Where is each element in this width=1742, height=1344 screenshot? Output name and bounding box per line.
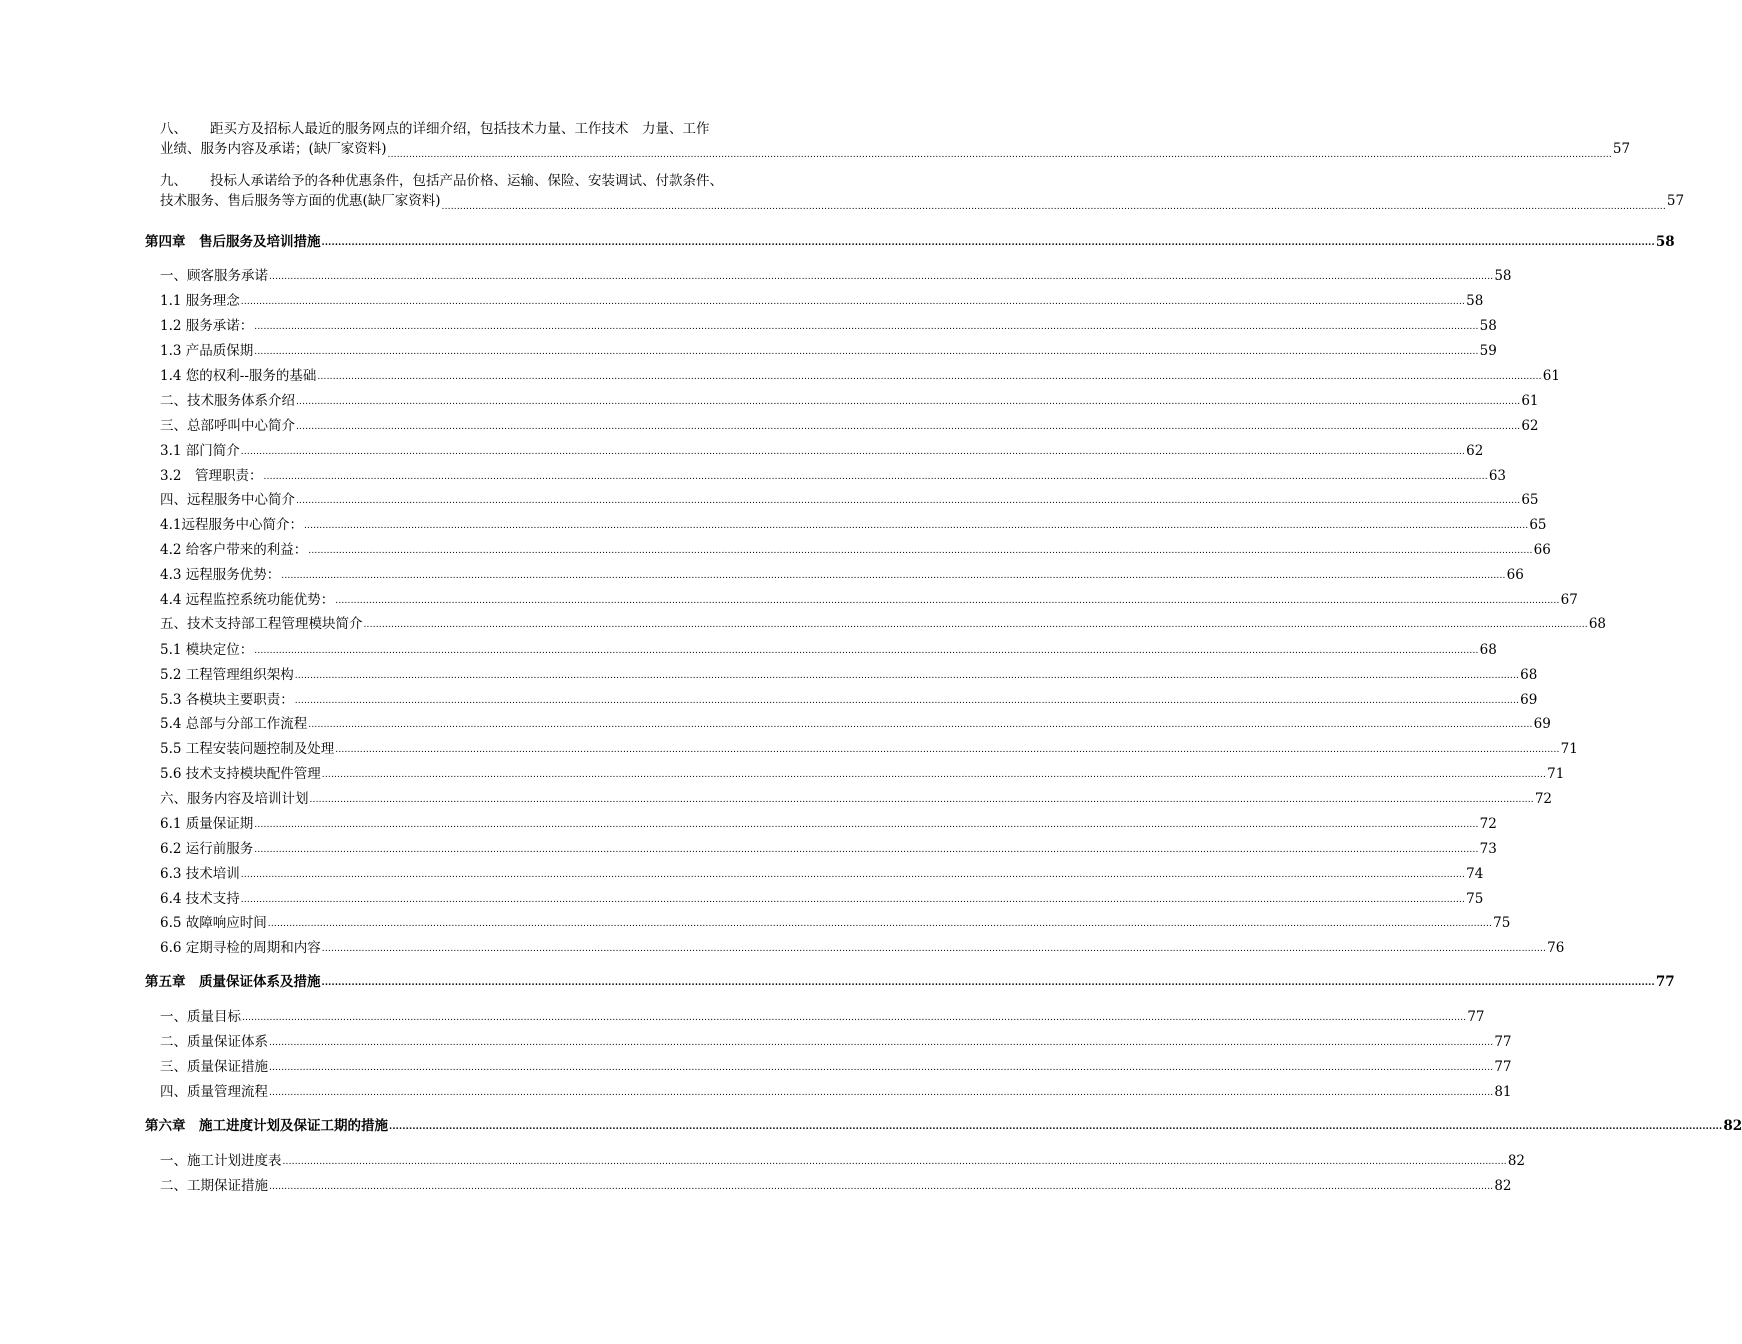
toc-entry-title-line2-row — [160, 193, 1685, 214]
toc-entry-title: 1.4 您的权利--服务的基础 — [160, 368, 317, 384]
toc-entry-page: 71 — [1560, 741, 1578, 757]
toc-entry-title: 三、质量保证措施 — [160, 1059, 268, 1075]
toc-entry-title: 三、总部呼叫中心简介 — [160, 418, 295, 434]
toc-entry[interactable] — [160, 612, 1607, 632]
toc-entry[interactable] — [160, 712, 1551, 732]
toc-entry-page: 81 — [1494, 1084, 1512, 1100]
toc-entry[interactable] — [160, 911, 1511, 931]
toc-entry-title: 6.4 技术支持 — [160, 891, 240, 907]
toc-entry-title-line2-row — [160, 141, 1631, 162]
toc-entry[interactable] — [160, 1005, 1485, 1025]
toc-entry-page: 62 — [1521, 418, 1539, 434]
toc-entry-title: 二、技术服务体系介绍 — [160, 393, 295, 409]
toc-entry-title: 第五章 质量保证体系及措施 — [145, 974, 321, 990]
toc-entry[interactable] — [160, 439, 1484, 459]
toc-entry-title: 四、质量管理流程 — [160, 1084, 268, 1100]
toc-leader-dots: ................................................................................................................................................................................................................................................................................................................................................................................................................ — [309, 795, 1534, 805]
toc-entry-page: 63 — [1488, 468, 1507, 484]
toc-entry[interactable] — [160, 862, 1484, 882]
toc-leader-dots: ................................................................................................................................................................................................................................................................................................................................................................................................................ — [387, 150, 1612, 160]
toc-entry-title-line2: 技术服务、售后服务等方面的优惠(缺厂家资料) — [160, 193, 441, 209]
toc-entry-title: 3.2 管理职责： — [160, 468, 263, 484]
toc-leader-dots: ................................................................................................................................................................................................................................................................................................................................................................................................................ — [254, 845, 1479, 855]
toc-entry-page: 72 — [1534, 791, 1553, 807]
toc-leader-dots: ................................................................................................................................................................................................................................................................................................................................................................................................................ — [267, 919, 1493, 929]
toc-leader-dots: ................................................................................................................................................................................................................................................................................................................................................................................................................ — [282, 1157, 1507, 1167]
toc-leader-dots: ................................................................................................................................................................................................................................................................................................................................................................................................................ — [254, 646, 1479, 656]
toc-entry-title: 3.1 部门简介 — [160, 443, 240, 459]
toc-entry-title: 1.1 服务理念 — [160, 293, 240, 309]
toc-entry-page: 58 — [1479, 318, 1497, 334]
toc-entry[interactable] — [160, 787, 1553, 807]
toc-entry-title: 二、工期保证措施 — [160, 1178, 268, 1194]
toc-entry-title: 4.4 远程监控系统功能优势： — [160, 592, 335, 608]
toc-entry-title-line1: 距买方及招标人最近的服务网点的详细介绍，包括技术力量、工作技术 力量、工作 — [210, 121, 710, 137]
toc-leader-dots: ................................................................................................................................................................................................................................................................................................................................................................................................................ — [240, 895, 1466, 905]
toc-entry-page: 72 — [1479, 816, 1497, 832]
toc-entry-title: 五、技术支持部工程管理模块简介 — [160, 616, 363, 632]
toc-entry[interactable] — [160, 414, 1539, 434]
toc-entry-title: 二、质量保证体系 — [160, 1034, 268, 1050]
toc-entry-page: 77 — [1494, 1059, 1512, 1075]
toc-chapter-entry[interactable] — [145, 1114, 1742, 1134]
toc-entry-page: 67 — [1560, 592, 1578, 608]
toc-entry-page: 74 — [1466, 866, 1484, 882]
toc-entry[interactable] — [160, 464, 1507, 484]
toc-leader-dots: ................................................................................................................................................................................................................................................................................................................................................................................................................ — [281, 571, 1506, 581]
toc-entry[interactable] — [160, 389, 1539, 409]
toc-leader-dots: ................................................................................................................................................................................................................................................................................................................................................................................................................ — [296, 422, 1521, 432]
toc-entry-title: 第四章 售后服务及培训措施 — [145, 234, 321, 250]
toc-entry[interactable] — [160, 314, 1497, 334]
toc-leader-dots: ................................................................................................................................................................................................................................................................................................................................................................................................................ — [254, 820, 1479, 830]
toc-entry[interactable] — [160, 837, 1497, 857]
toc-leader-dots: ................................................................................................................................................................................................................................................................................................................................................................................................................ — [441, 202, 1666, 212]
toc-entry-page: 62 — [1466, 443, 1484, 459]
toc-entry[interactable] — [160, 1080, 1512, 1100]
toc-entry-page: 58 — [1466, 293, 1484, 309]
toc-entry-page: 68 — [1520, 667, 1538, 683]
toc-entry[interactable] — [160, 1174, 1512, 1194]
toc-leader-dots: ................................................................................................................................................................................................................................................................................................................................................................................................................ — [363, 620, 1588, 630]
toc-leader-dots: ................................................................................................................................................................................................................................................................................................................................................................................................................ — [240, 447, 1466, 457]
toc-entry-title: 1.2 服务承诺： — [160, 318, 254, 334]
toc-entry-page: 58 — [1655, 234, 1675, 250]
toc-entry-page: 73 — [1479, 841, 1497, 857]
toc-entry-title: 一、施工计划进度表 — [160, 1153, 282, 1169]
toc-leader-dots: ................................................................................................................................................................................................................................................................................................................................................................................................................ — [321, 238, 1655, 248]
toc-entry-page: 82 — [1507, 1153, 1526, 1169]
toc-entry-page: 69 — [1533, 716, 1551, 732]
toc-entry-page: 75 — [1466, 891, 1484, 907]
toc-leader-dots: ................................................................................................................................................................................................................................................................................................................................................................................................................ — [269, 272, 1494, 282]
toc-entry-title: 5.5 工程安装问题控制及处理 — [160, 741, 335, 757]
toc-leader-dots: ................................................................................................................................................................................................................................................................................................................................................................................................................ — [335, 745, 1560, 755]
toc-entry[interactable] — [160, 339, 1497, 359]
toc-entry-title: 一、质量目标 — [160, 1009, 241, 1025]
toc-entry-wrapped-9[interactable] — [160, 169, 1685, 214]
toc-leader-dots: ................................................................................................................................................................................................................................................................................................................................................................................................................ — [321, 944, 1547, 954]
toc-entry[interactable] — [160, 663, 1538, 683]
toc-entry-number: 八、 — [160, 121, 187, 137]
toc-entry-title: 1.3 产品质保期 — [160, 343, 254, 359]
toc-entry-title-line2: 业绩、服务内容及承诺；(缺厂家资料) — [160, 141, 387, 157]
toc-entry-page: 65 — [1529, 517, 1547, 533]
toc-leader-dots: ................................................................................................................................................................................................................................................................................................................................................................................................................ — [335, 596, 1560, 606]
toc-entry-page: 71 — [1547, 766, 1565, 782]
toc-entry-page: 75 — [1493, 915, 1511, 931]
toc-entry[interactable] — [160, 688, 1538, 708]
toc-entry-page: 57 — [1666, 193, 1685, 209]
toc-entry[interactable] — [160, 563, 1524, 583]
toc-leader-dots: ................................................................................................................................................................................................................................................................................................................................................................................................................ — [294, 671, 1520, 681]
toc-entry-page: 68 — [1588, 616, 1607, 632]
toc-chapter-entry[interactable] — [145, 970, 1675, 990]
toc-leader-dots: ................................................................................................................................................................................................................................................................................................................................................................................................................ — [269, 1063, 1494, 1073]
toc-entry-title: 5.3 各模块主要职责： — [160, 692, 294, 708]
toc-entry[interactable] — [160, 1149, 1526, 1169]
toc-entry-title: 六、服务内容及培训计划 — [160, 791, 309, 807]
toc-entry-page: 65 — [1521, 492, 1539, 508]
toc-entry[interactable] — [160, 488, 1539, 508]
toc-entry[interactable] — [160, 638, 1497, 658]
toc-leader-dots: ................................................................................................................................................................................................................................................................................................................................................................................................................ — [254, 322, 1479, 332]
toc-entry-title: 一、顾客服务承诺 — [160, 268, 268, 284]
toc-entry[interactable] — [160, 887, 1484, 907]
toc-leader-dots: ................................................................................................................................................................................................................................................................................................................................................................................................................ — [321, 770, 1547, 780]
toc-entry[interactable] — [160, 364, 1560, 384]
toc-entry-wrapped-8[interactable] — [160, 117, 1631, 162]
toc-leader-dots: ................................................................................................................................................................................................................................................................................................................................................................................................................ — [303, 521, 1529, 531]
toc-entry-title: 5.1 模块定位： — [160, 642, 254, 658]
toc-leader-dots: ................................................................................................................................................................................................................................................................................................................................................................................................................ — [317, 372, 1542, 382]
toc-leader-dots: ................................................................................................................................................................................................................................................................................................................................................................................................................ — [269, 1038, 1494, 1048]
toc-entry-title: 6.3 技术培训 — [160, 866, 240, 882]
toc-entry[interactable] — [160, 289, 1484, 309]
toc-entry-title: 6.6 定期寻检的周期和内容 — [160, 940, 321, 956]
toc-entry-title: 4.3 远程服务优势： — [160, 567, 281, 583]
toc-entry-number: 九、 — [160, 173, 187, 189]
toc-entry-page: 58 — [1494, 268, 1512, 284]
toc-entry-page: 68 — [1479, 642, 1497, 658]
toc-entry-page: 61 — [1542, 368, 1560, 384]
toc-entry-title: 6.2 运行前服务 — [160, 841, 254, 857]
toc-entry[interactable] — [160, 737, 1578, 757]
toc-leader-dots: ................................................................................................................................................................................................................................................................................................................................................................................................................ — [269, 1088, 1494, 1098]
toc-entry-page: 57 — [1612, 141, 1631, 157]
toc-leader-dots: ................................................................................................................................................................................................................................................................................................................................................................................................................ — [296, 496, 1521, 506]
toc-leader-dots: ................................................................................................................................................................................................................................................................................................................................................................................................................ — [308, 720, 1533, 730]
toc-entry-title: 5.4 总部与分部工作流程 — [160, 716, 308, 732]
toc-chapter-entry[interactable] — [145, 230, 1675, 250]
toc-entry[interactable] — [160, 812, 1497, 832]
toc-leader-dots: ................................................................................................................................................................................................................................................................................................................................................................................................................ — [294, 696, 1520, 706]
toc-leader-dots: ................................................................................................................................................................................................................................................................................................................................................................................................................ — [389, 1122, 1723, 1132]
toc-leader-dots: ................................................................................................................................................................................................................................................................................................................................................................................................................ — [321, 978, 1655, 988]
toc-entry-page: 82 — [1494, 1178, 1512, 1194]
toc-entry-title: 6.1 质量保证期 — [160, 816, 254, 832]
toc-entry-page: 69 — [1520, 692, 1538, 708]
toc-entry[interactable] — [160, 762, 1565, 782]
toc-entry[interactable] — [160, 538, 1551, 558]
toc-entry-page: 66 — [1533, 542, 1551, 558]
toc-entry-title: 5.6 技术支持模块配件管理 — [160, 766, 321, 782]
toc-entry-page: 77 — [1494, 1034, 1512, 1050]
toc-entry[interactable] — [160, 513, 1547, 533]
toc-entry[interactable] — [160, 936, 1565, 956]
toc-entry[interactable] — [160, 264, 1512, 284]
toc-entry[interactable] — [160, 1055, 1512, 1075]
toc-entry-title-line1: 投标人承诺给予的各种优惠条件，包括产品价格、运输、保险、安装调试、付款条件、 — [210, 173, 723, 189]
toc-leader-dots: ................................................................................................................................................................................................................................................................................................................................................................................................................ — [296, 397, 1521, 407]
toc-entry-page: 66 — [1506, 567, 1524, 583]
toc-entry-page: 77 — [1655, 974, 1675, 990]
toc-entry-title: 第六章 施工进度计划及保证工期的措施 — [145, 1118, 388, 1134]
toc-entry-page: 82 — [1723, 1118, 1742, 1134]
toc-entry-title: 4.2 给客户带来的利益： — [160, 542, 308, 558]
toc-entry[interactable] — [160, 1030, 1512, 1050]
toc-leader-dots: ................................................................................................................................................................................................................................................................................................................................................................................................................ — [269, 1182, 1494, 1192]
toc-entry-page: 76 — [1547, 940, 1565, 956]
toc-leader-dots: ................................................................................................................................................................................................................................................................................................................................................................................................................ — [242, 1013, 1467, 1023]
toc-entry-page: 61 — [1521, 393, 1539, 409]
toc-entry-title: 四、远程服务中心简介 — [160, 492, 295, 508]
toc-leader-dots: ................................................................................................................................................................................................................................................................................................................................................................................................................ — [240, 870, 1466, 880]
toc-leader-dots: ................................................................................................................................................................................................................................................................................................................................................................................................................ — [308, 546, 1533, 556]
toc-entry-page: 59 — [1479, 343, 1497, 359]
toc-entry-title: 5.2 工程管理组织架构 — [160, 667, 294, 683]
toc-entry-title: 4.1远程服务中心简介： — [160, 517, 303, 533]
toc-entry[interactable] — [160, 588, 1578, 608]
toc-leader-dots: ................................................................................................................................................................................................................................................................................................................................................................................................................ — [263, 472, 1488, 482]
toc-entry-page: 77 — [1467, 1009, 1485, 1025]
toc-entry-title: 6.5 故障响应时间 — [160, 915, 267, 931]
toc-leader-dots: ................................................................................................................................................................................................................................................................................................................................................................................................................ — [240, 297, 1466, 307]
toc-leader-dots: ................................................................................................................................................................................................................................................................................................................................................................................................................ — [254, 347, 1479, 357]
